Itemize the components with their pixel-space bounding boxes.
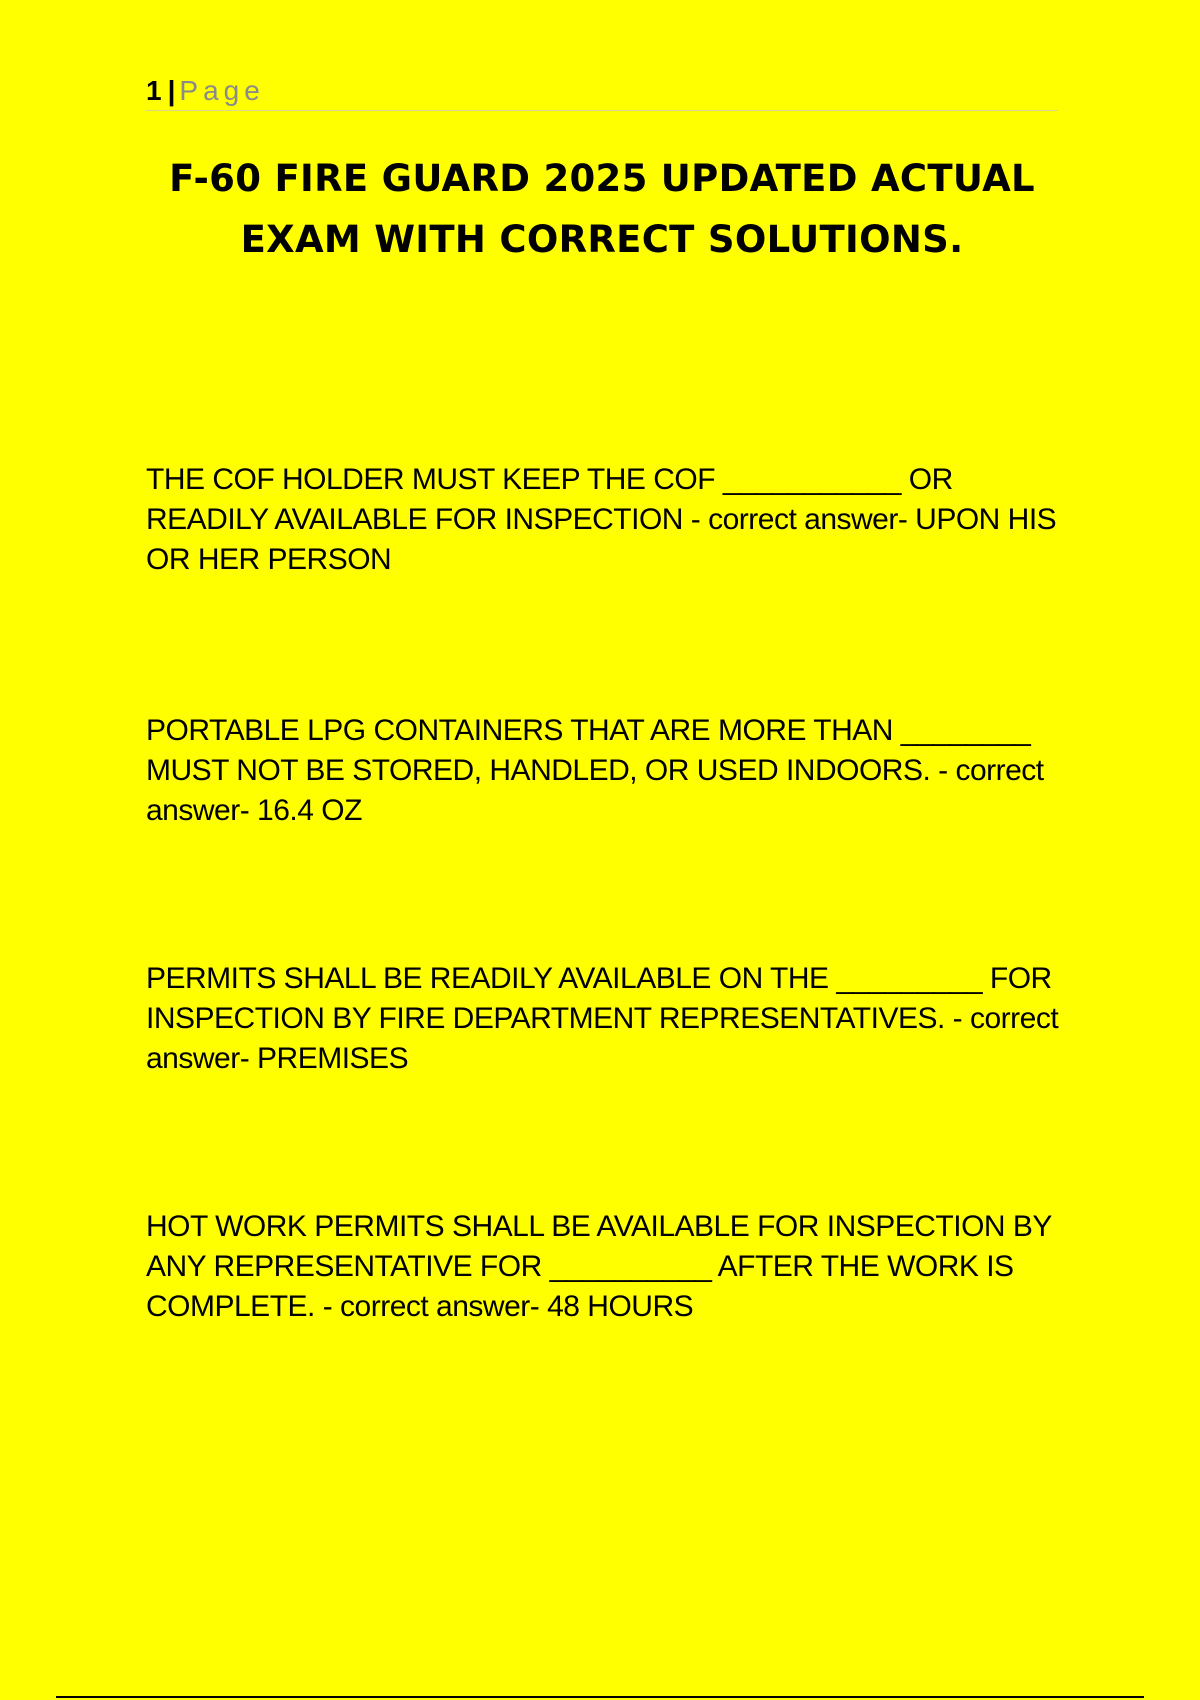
question-4: HOT WORK PERMITS SHALL BE AVAILABLE FOR INSPECTION BY ANY REPRESENTATIVE FOR __________ AFTER THE WORK IS COMPLETE. - correct answer- 48 HOURS [146, 1210, 1052, 1323]
question-2: PORTABLE LPG CONTAINERS THAT ARE MORE THAN ________ MUST NOT BE STORED, HANDLED, OR USED INDOORS. - correct answer- 16.4 OZ [146, 714, 1044, 827]
page-word: Page [179, 75, 265, 106]
page-separator: | [167, 75, 176, 106]
question-1: THE COF HOLDER MUST KEEP THE COF ___________ OR READILY AVAILABLE FOR INSPECTION - correct answer- UPON HIS OR HER PERSON [146, 463, 1057, 576]
page-header [146, 72, 1058, 111]
footer-divider [56, 1696, 1144, 1698]
question-3: PERMITS SHALL BE READILY AVAILABLE ON THE _________ FOR INSPECTION BY FIRE DEPARTMENT REPRESENTATIVES. - correct answer- PREMISES [146, 962, 1059, 1075]
page-number: 1 [146, 75, 162, 106]
document-title: F-60 FIRE GUARD 2025 UPDATED ACTUAL EXAM WITH CORRECT SOLUTIONS. [169, 157, 1035, 261]
